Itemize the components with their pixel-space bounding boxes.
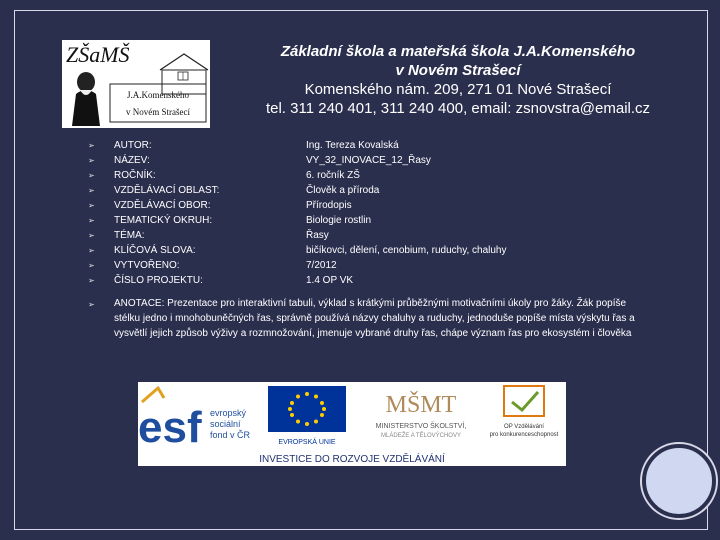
esf-text-1: evropský xyxy=(210,408,247,418)
item-value: Člověk a příroda xyxy=(306,185,380,196)
funding-logos xyxy=(138,382,566,466)
item-value: Biologie rostlin xyxy=(306,215,372,226)
arrow-bullet-icon: ➢ xyxy=(88,186,95,195)
list-item xyxy=(88,260,648,275)
logo-graphic xyxy=(62,40,210,128)
annotation-text: ANOTACE: Prezentace pro interaktivní tabuli, výklad s krátkými průběžnými motivačními úkoly pro žáky. Žák popíše stélku jedno i mnohobuněčných řas, správně používá názvy chaluhy a ruduchy, jednoduše popíše místa výskytu řas a vysvětlí jejich způsob výživy a rozmnožování, jmenuje vybrané druhy řas, chápe význam řas pro ekosystém i člověka xyxy=(114,298,635,339)
op-text-1: OP Vzdělávání xyxy=(504,424,544,430)
item-label: TEMATICKÝ OKRUH: xyxy=(114,215,213,226)
item-label: ROČNÍK: xyxy=(114,170,156,181)
list-item xyxy=(88,170,648,185)
school-logo xyxy=(62,40,210,128)
arrow-bullet-icon: ➢ xyxy=(88,231,95,240)
item-label: AUTOR: xyxy=(114,140,152,151)
esf-text-3: fond v ČR xyxy=(210,430,251,440)
esf-letters: esf xyxy=(138,403,202,452)
item-label: TÉMA: xyxy=(114,230,145,241)
school-building-icon xyxy=(160,54,208,94)
item-value: VY_32_INOVACE_12_Řasy xyxy=(306,155,431,166)
arrow-bullet-icon: ➢ xyxy=(88,141,95,150)
comenius-figure xyxy=(72,72,100,126)
header-contacts: tel. 311 240 401, 311 240 400, email: zsnovstra@email.cz xyxy=(265,100,651,117)
annotation-block xyxy=(88,296,648,341)
item-label: VYTVOŘENO: xyxy=(114,260,180,271)
esf-text-2: sociální xyxy=(210,419,241,429)
list-item xyxy=(88,245,648,260)
arrow-bullet-icon: ➢ xyxy=(88,276,95,285)
eu-flag-logo xyxy=(268,386,346,446)
logo-text-line1: J.A.Komenského xyxy=(127,90,189,100)
list-item xyxy=(88,155,648,170)
item-label: VZDĚLÁVACÍ OBOR: xyxy=(114,200,211,211)
item-value: Přírodopis xyxy=(306,200,352,211)
decor-circle xyxy=(642,444,716,518)
funding-banner xyxy=(138,382,566,466)
list-item xyxy=(88,215,648,230)
item-label: NÁZEV: xyxy=(114,155,150,166)
list-item xyxy=(88,200,648,215)
msmt-text-2: MLÁDEŽE A TĚLOVÝCHOVY xyxy=(381,433,461,439)
arrow-bullet-icon: ➢ xyxy=(88,201,95,210)
banner-slogan: INVESTICE DO ROZVOJE VZDĚLÁVÁNÍ xyxy=(259,454,445,465)
op-vk-logo xyxy=(490,386,559,438)
item-label: KLÍČOVÁ SLOVA: xyxy=(114,245,196,256)
metadata-list xyxy=(88,140,648,290)
item-value: Ing. Tereza Kovalská xyxy=(306,140,399,151)
item-label: ČÍSLO PROJEKTU: xyxy=(114,275,203,286)
eu-text: EVROPSKÁ UNIE xyxy=(278,439,336,446)
list-item xyxy=(88,275,648,290)
item-label: VZDĚLÁVACÍ OBLAST: xyxy=(114,185,220,196)
item-value: 6. ročník ZŠ xyxy=(306,170,360,181)
header-address: Komenského nám. 209, 271 01 Nové Strašecí xyxy=(304,81,612,98)
esf-logo xyxy=(138,388,251,452)
header-title-line1: Základní škola a mateřská škola J.A.Komenského xyxy=(280,43,636,60)
arrow-bullet-icon: ➢ xyxy=(88,246,95,255)
list-item xyxy=(88,140,648,155)
msmt-letters: MŠMT xyxy=(385,392,457,418)
item-value: 7/2012 xyxy=(306,260,337,271)
item-value: bičíkovci, dělení, cenobium, ruduchy, chaluhy xyxy=(306,245,507,256)
school-header xyxy=(218,42,698,118)
arrow-bullet-icon: ➢ xyxy=(88,156,95,165)
item-value: Řasy xyxy=(306,230,329,241)
list-item xyxy=(88,230,648,245)
logo-text-line2: v Novém Strašecí xyxy=(126,107,190,117)
arrow-bullet-icon: ➢ xyxy=(88,216,95,225)
logo-main-text: ZŠaMŠ xyxy=(66,42,130,67)
msmt-logo xyxy=(376,391,467,439)
arrow-bullet-icon: ➢ xyxy=(88,300,95,309)
msmt-text-1: MINISTERSTVO ŠKOLSTVÍ, xyxy=(375,423,467,430)
arrow-bullet-icon: ➢ xyxy=(88,261,95,270)
header-title-line2: v Novém Strašecí xyxy=(395,62,521,79)
list-item xyxy=(88,185,648,200)
item-value: 1.4 OP VK xyxy=(306,275,354,286)
op-text-2: pro konkurenceschopnost xyxy=(489,432,559,438)
arrow-bullet-icon: ➢ xyxy=(88,171,95,180)
